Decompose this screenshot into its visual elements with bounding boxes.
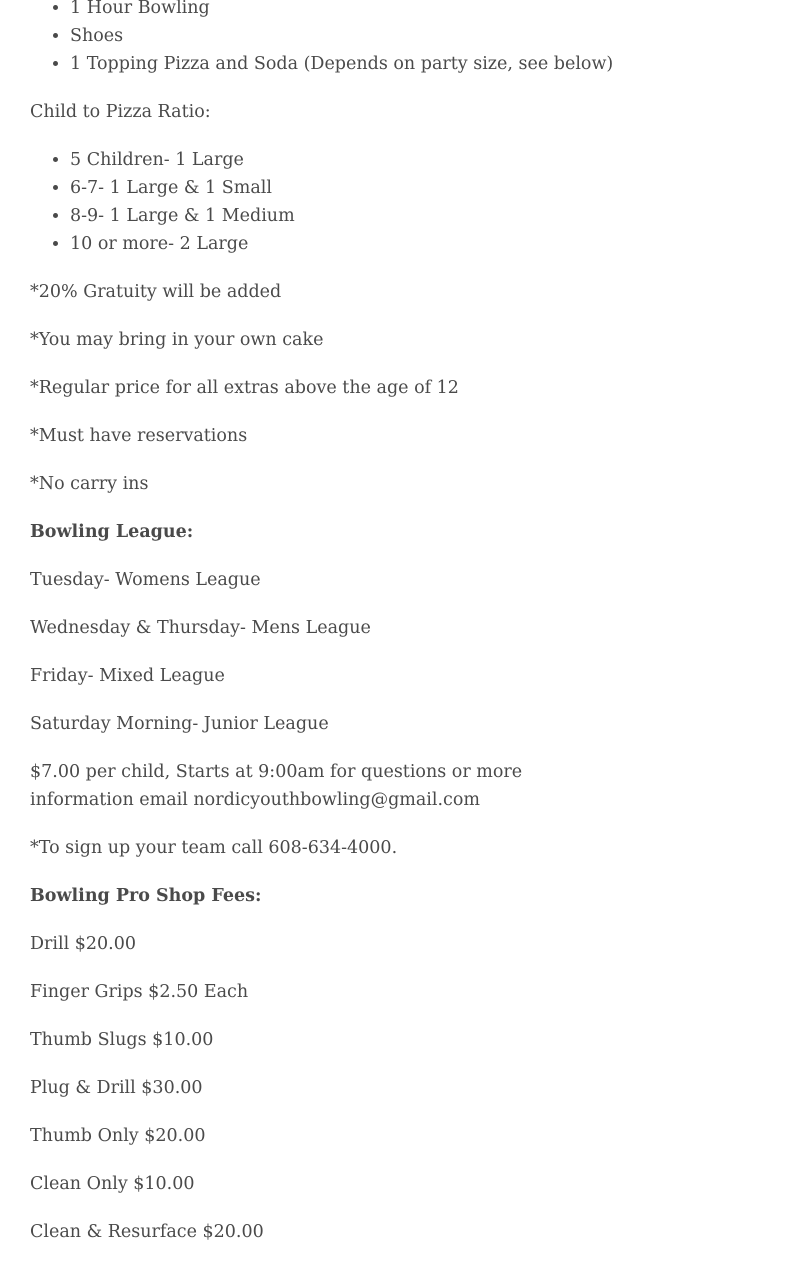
note-gratuity: *20% Gratuity will be added bbox=[30, 282, 282, 302]
league-heading: Bowling League: bbox=[30, 522, 194, 542]
fee-item: Thumb Only $20.00 bbox=[30, 1126, 206, 1146]
league-line: Wednesday & Thursday- Mens League bbox=[30, 618, 371, 638]
fee-item: Clean & Resurface $20.00 bbox=[30, 1222, 264, 1242]
note-cake: *You may bring in your own cake bbox=[30, 330, 324, 350]
note-extras-price: *Regular price for all extras above the age of 12 bbox=[30, 378, 459, 398]
league-line: Friday- Mixed League bbox=[30, 666, 225, 686]
note-no-carry-ins: *No carry ins bbox=[30, 474, 149, 494]
package-list bbox=[30, 0, 770, 78]
fee-item: Finger Grips $2.50 Each bbox=[30, 982, 249, 1002]
fee-item: Drill $20.00 bbox=[30, 934, 136, 954]
signup-phone-note: *To sign up your team call 608-634-4000. bbox=[30, 838, 398, 858]
list-item: • 1 Hour Bowling bbox=[70, 0, 770, 22]
league-line: Saturday Morning- Junior League bbox=[30, 714, 329, 734]
list-item: • 10 or more- 2 Large bbox=[70, 230, 770, 258]
note-reservations: *Must have reservations bbox=[30, 426, 248, 446]
fee-item: Thumb Slugs $10.00 bbox=[30, 1030, 214, 1050]
fee-item: Plug & Drill $30.00 bbox=[30, 1078, 203, 1098]
league-line: Tuesday- Womens League bbox=[30, 570, 261, 590]
list-item: • 6-7- 1 Large & 1 Small bbox=[70, 174, 770, 202]
fee-item: Clean Only $10.00 bbox=[30, 1174, 195, 1194]
list-item: • Shoes bbox=[70, 22, 770, 50]
pizza-ratio-heading: Child to Pizza Ratio: bbox=[30, 102, 211, 122]
list-item: • 1 Topping Pizza and Soda (Depends on party size, see below) bbox=[70, 50, 770, 78]
list-item: • 8-9- 1 Large & 1 Medium bbox=[70, 202, 770, 230]
list-item: • 5 Children- 1 Large bbox=[70, 146, 770, 174]
junior-league-info: $7.00 per child, Starts at 9:00am for questions or more information email nordicyouthbowling@gmail.com bbox=[30, 762, 523, 810]
pro-shop-heading: Bowling Pro Shop Fees: bbox=[30, 886, 262, 906]
pizza-ratio-list bbox=[30, 146, 770, 258]
page-content bbox=[30, 0, 770, 1266]
